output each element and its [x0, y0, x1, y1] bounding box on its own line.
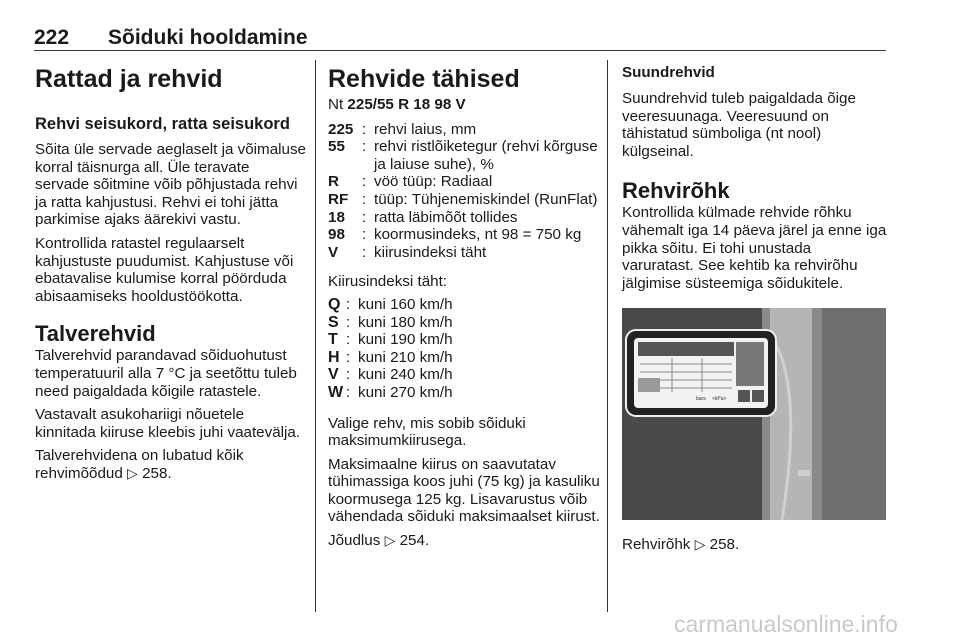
- speed-key: T: [328, 331, 338, 349]
- right-column: [622, 64, 887, 554]
- definition-value: rehvi ristlõiketegur (rehvi kõrguse ja laiuse suhe), %: [374, 138, 598, 173]
- left-column: [35, 64, 307, 483]
- paragraph: Valige rehv, mis sobib sõiduki maksimumkiirusega.: [328, 414, 526, 450]
- column-divider: [607, 60, 608, 612]
- paragraph: Kontrollida ratastel regulaarselt kahjustuste puudumist. Kahjustuse või ebatavalise kulumise korral pöörduda abisaamiseks hooldustöökotta.: [35, 234, 294, 305]
- definition-row: V : kiirusindeksi täht: [328, 244, 603, 262]
- definition-key: RF: [328, 190, 349, 208]
- column-divider: [315, 60, 316, 612]
- speed-index-list: [328, 296, 603, 402]
- speed-value: kuni 180 km/h: [358, 313, 453, 331]
- speed-row: T : kuni 190 km/h: [328, 331, 603, 349]
- paragraph-text: Talverehvidena on lubatud kõik rehvimõõdud: [35, 447, 244, 482]
- paragraph: [35, 447, 307, 482]
- example-prefix: Nt: [328, 96, 344, 113]
- definition-row: 18 : ratta läbimõõt tollides: [328, 209, 603, 227]
- speed-row: S : kuni 180 km/h: [328, 314, 603, 332]
- speed-value: kuni 270 km/h: [358, 383, 453, 401]
- paragraph: Talverehvid parandavad sõiduohutust temperatuuril alla 7 °C ja seetõttu tuleb need paigaldada kõigile ratastele.: [35, 347, 297, 400]
- label-units-text: bars: [696, 396, 706, 403]
- winter-tires-heading: Talverehvid: [35, 321, 156, 347]
- example-line: [328, 96, 603, 114]
- definition-key: 18: [328, 208, 345, 226]
- directional-tires-heading: Suundrehvid: [622, 64, 715, 81]
- paragraph: [622, 536, 887, 554]
- definition-value: ratta läbimõõt tollides: [374, 208, 518, 226]
- speed-intro: Kiirusindeksi täht:: [328, 273, 448, 291]
- tire-pressure-label-photo: [622, 308, 886, 520]
- definition-key: 55: [328, 138, 345, 156]
- definition-key: 98: [328, 226, 345, 244]
- paragraph-text: Jõudlus: [328, 532, 381, 550]
- paragraph: Maksimaalne kiirus on saavutatav tühimassiga koos juhi (75 kg) ja kasuliku koormusega 125 kg. Lisavarustus võib vähendada sõiduki maksimaalset kiirust.: [328, 455, 600, 526]
- page-number: 222: [34, 26, 70, 49]
- definition-key: V: [328, 243, 339, 261]
- triangle-right-icon[interactable]: ▷: [127, 464, 138, 481]
- definition-value: kiirusindeksi täht: [374, 243, 487, 261]
- speed-key: Q: [328, 295, 341, 313]
- speed-value: kuni 240 km/h: [358, 366, 453, 384]
- subsection-title: Rehvi seisukord, ratta seisukord: [35, 115, 290, 133]
- definition-row: 225 : rehvi laius, mm: [328, 121, 603, 139]
- paragraph: [328, 532, 603, 550]
- definition-row: RF : tüüp: Tühjenemiskindel (RunFlat): [328, 191, 603, 209]
- watermark: carmanualsonline.info: [674, 611, 898, 637]
- speed-row: W : kuni 270 km/h: [328, 384, 603, 402]
- chapter-title: Rattad ja rehvid: [35, 65, 223, 93]
- page-reference[interactable]: 258.: [142, 464, 172, 482]
- triangle-right-icon[interactable]: ▷: [384, 532, 396, 549]
- definition-value: rehvi laius, mm: [374, 120, 477, 138]
- header-rule: [34, 50, 886, 51]
- triangle-right-icon[interactable]: ▷: [694, 536, 706, 553]
- paragraph: Kontrollida külmade rehvide rõhku vähemalt iga 14 päeva järel ja enne iga pikka sõitu. Ei tohi unustada varuratast. See kehtib ka rehvirõhu jälgimise süsteemiga sõidukitele.: [622, 204, 887, 292]
- definition-value: tüüp: Tühjenemiskindel (RunFlat): [374, 190, 598, 208]
- section-title: Sõiduki hooldamine: [108, 26, 308, 49]
- paragraph: Vastavalt asukohariigi nõuetele kinnitada kiiruse kleebis juhi vaatevälja.: [35, 406, 301, 441]
- tire-code-definitions: [328, 121, 603, 262]
- paragraph: Sõita üle servade aeglaselt ja võimaluse korral täisnurga all. Üle teravate servade sõitmine võib põhjustada rehvi ja ratta kahjustusi. Rehvi ei tohi jätta parkimise ajaks äärekivi vastu.: [35, 141, 307, 229]
- speed-row: H : kuni 210 km/h: [328, 349, 603, 367]
- tire-pressure-heading: Rehvirõhk: [622, 178, 730, 204]
- door-pillar-illustration: [622, 308, 886, 520]
- speed-key: S: [328, 313, 339, 331]
- tire-markings-title: Rehvide tähised: [328, 65, 520, 93]
- paragraph-text: Rehvirõhk: [622, 536, 691, 554]
- definition-value: vöö tüüp: Radiaal: [374, 173, 493, 191]
- paragraph: Suundrehvid tuleb paigaldada õige veeresuunaga. Veeresuund on tähistatud sümboliga (nt nool) külgseinal.: [622, 90, 856, 160]
- speed-value: kuni 160 km/h: [358, 295, 453, 313]
- speed-key: W: [328, 383, 344, 401]
- page-reference[interactable]: 258.: [709, 536, 740, 554]
- definition-key: R: [328, 173, 339, 191]
- speed-value: kuni 190 km/h: [358, 331, 453, 349]
- speed-row: Q : kuni 160 km/h: [328, 296, 603, 314]
- speed-key: V: [328, 366, 339, 384]
- definition-key: 225: [328, 120, 354, 138]
- definition-row: 55 : rehvi ristlõiketegur (rehvi kõrguse ja laiuse suhe), %: [328, 138, 603, 173]
- definition-row: 98 : koormusindeks, nt 98 = 750 kg: [328, 226, 603, 244]
- definition-row: R : vöö tüüp: Radiaal: [328, 173, 603, 191]
- middle-column: [328, 64, 603, 550]
- speed-row: V : kuni 240 km/h: [328, 366, 603, 384]
- speed-value: kuni 210 km/h: [358, 348, 453, 366]
- label-units-text: <kPa>: [712, 396, 727, 403]
- page-reference[interactable]: 254.: [399, 532, 430, 550]
- speed-key: H: [328, 348, 340, 366]
- definition-value: koormusindeks, nt 98 = 750 kg: [374, 226, 582, 244]
- example-code: 225/55 R 18 98 V: [347, 96, 466, 113]
